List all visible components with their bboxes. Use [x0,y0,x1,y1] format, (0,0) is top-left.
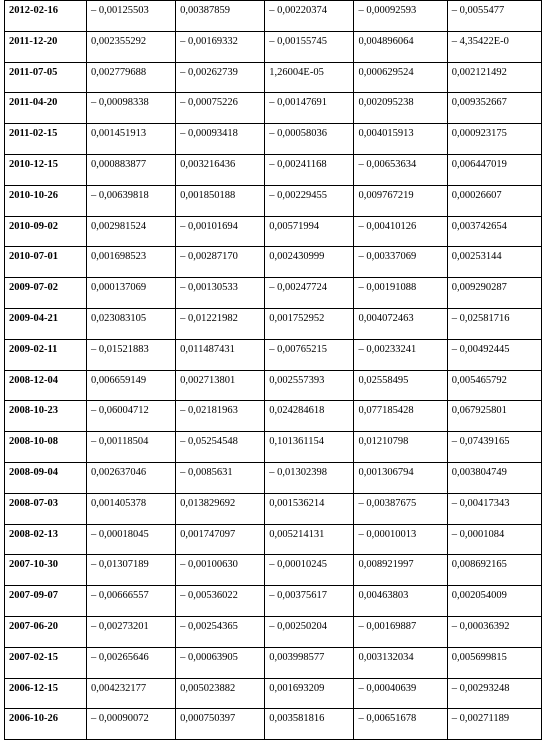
value-cell: – 0,00169332 [176,31,265,62]
table-row [5,586,542,617]
value-cell: – 0,00293248 [447,678,541,709]
table-row [5,124,542,155]
value-cell: – 0,0085631 [176,462,265,493]
date-cell: 2008-07-03 [5,493,87,524]
value-cell: 0,000750397 [176,709,265,740]
value-cell: 0,004232177 [86,678,175,709]
value-cell: 0,002779688 [86,62,175,93]
table-row [5,278,542,309]
date-cell: 2009-07-02 [5,278,87,309]
value-cell: – 0,00191088 [354,278,447,309]
value-cell: – 0,05254548 [176,432,265,463]
data-sheet [4,0,542,740]
table-row [5,401,542,432]
value-cell: – 0,0001084 [447,524,541,555]
value-cell: 0,001693209 [265,678,354,709]
value-cell: – 0,00492445 [447,339,541,370]
value-cell: – 0,00639818 [86,185,175,216]
table-row [5,647,542,678]
value-cell: – 0,00125503 [86,1,175,32]
value-cell: 0,001747097 [176,524,265,555]
date-cell: 2011-04-20 [5,93,87,124]
value-cell: 0,006659149 [86,370,175,401]
table-row [5,247,542,278]
date-cell: 2010-12-15 [5,154,87,185]
table-row [5,370,542,401]
value-cell: – 0,00229455 [265,185,354,216]
date-cell: 2007-09-07 [5,586,87,617]
table-row [5,678,542,709]
value-cell: 0,001306794 [354,462,447,493]
value-cell: – 0,00387675 [354,493,447,524]
date-cell: 2006-10-26 [5,709,87,740]
value-cell: – 0,00254365 [176,616,265,647]
value-cell: – 0,00118504 [86,432,175,463]
value-cell: – 0,00063905 [176,647,265,678]
value-cell: 0,004015913 [354,124,447,155]
value-cell: 0,006447019 [447,154,541,185]
table-row [5,524,542,555]
value-cell: – 0,00098338 [86,93,175,124]
value-cell: – 0,00375617 [265,586,354,617]
value-cell: 0,005699815 [447,647,541,678]
table-row [5,93,542,124]
value-cell: – 0,00273201 [86,616,175,647]
table-row [5,308,542,339]
value-cell: – 0,00101694 [176,216,265,247]
table-row [5,154,542,185]
value-cell: 0,067925801 [447,401,541,432]
value-cell: – 0,00247724 [265,278,354,309]
date-cell: 2008-02-13 [5,524,87,555]
table-row [5,339,542,370]
value-cell: 0,002557393 [265,370,354,401]
value-cell: 0,008921997 [354,555,447,586]
value-cell: – 0,00765215 [265,339,354,370]
value-cell: 0,002637046 [86,462,175,493]
table-row [5,555,542,586]
value-cell: – 0,00233241 [354,339,447,370]
value-cell: – 0,00075226 [176,93,265,124]
value-cell: – 0,00410126 [354,216,447,247]
value-cell: – 0,00265646 [86,647,175,678]
value-cell: 0,002355292 [86,31,175,62]
value-cell: – 0,01221982 [176,308,265,339]
value-cell: – 0,00271189 [447,709,541,740]
value-cell: – 0,00262739 [176,62,265,93]
value-cell: 0,001405378 [86,493,175,524]
table-row [5,493,542,524]
value-cell: 0,002054009 [447,586,541,617]
table-row [5,62,542,93]
value-cell: 0,005214131 [265,524,354,555]
value-cell: – 0,00018045 [86,524,175,555]
value-cell: 0,003742654 [447,216,541,247]
date-cell: 2012-02-16 [5,1,87,32]
date-cell: 2011-12-20 [5,31,87,62]
value-cell: 0,003132034 [354,647,447,678]
date-cell: 2009-04-21 [5,308,87,339]
value-cell: 0,004896064 [354,31,447,62]
value-cell: – 0,00250204 [265,616,354,647]
value-cell: 0,00463803 [354,586,447,617]
value-cell: – 0,00040639 [354,678,447,709]
value-cell: – 0,00010245 [265,555,354,586]
value-cell: – 0,00220374 [265,1,354,32]
value-cell: 0,009767219 [354,185,447,216]
value-cell: – 0,00653634 [354,154,447,185]
value-cell: – 0,00090072 [86,709,175,740]
value-cell: 0,00253144 [447,247,541,278]
value-cell: 0,023083105 [86,308,175,339]
value-cell: – 0,00287170 [176,247,265,278]
value-cell: – 0,02581716 [447,308,541,339]
value-cell: – 0,00093418 [176,124,265,155]
value-cell: 0,000883877 [86,154,175,185]
value-cell: 0,011487431 [176,339,265,370]
value-cell: 0,101361154 [265,432,354,463]
date-cell: 2010-07-01 [5,247,87,278]
value-cell: 0,02558495 [354,370,447,401]
value-cell: – 0,01307189 [86,555,175,586]
value-cell: 0,002981524 [86,216,175,247]
value-cell: 0,001850188 [176,185,265,216]
value-cell: 0,005465792 [447,370,541,401]
value-cell: – 0,00666557 [86,586,175,617]
table-row [5,432,542,463]
value-cell: 0,00026607 [447,185,541,216]
value-cell: 0,000629524 [354,62,447,93]
value-cell: – 0,00155745 [265,31,354,62]
table-row [5,462,542,493]
table-row [5,185,542,216]
value-cell: – 0,00130533 [176,278,265,309]
value-cell: – 0,00092593 [354,1,447,32]
date-cell: 2008-10-23 [5,401,87,432]
value-cell: – 0,00058036 [265,124,354,155]
value-cell: – 0,00010013 [354,524,447,555]
table-row [5,216,542,247]
value-cell: 0,005023882 [176,678,265,709]
date-cell: 2009-02-11 [5,339,87,370]
value-cell: 0,000137069 [86,278,175,309]
value-cell: – 0,01302398 [265,462,354,493]
date-cell: 2007-10-30 [5,555,87,586]
date-cell: 2006-12-15 [5,678,87,709]
value-cell: 0,003998577 [265,647,354,678]
value-cell: – 0,00241168 [265,154,354,185]
date-cell: 2007-06-20 [5,616,87,647]
value-cell: 0,024284618 [265,401,354,432]
table-row [5,31,542,62]
value-cell: 0,077185428 [354,401,447,432]
value-cell: 0,008692165 [447,555,541,586]
value-cell: – 0,00536022 [176,586,265,617]
date-cell: 2010-09-02 [5,216,87,247]
value-cell: 0,001451913 [86,124,175,155]
value-cell: – 4,35422E-0 [447,31,541,62]
value-cell: – 0,00417343 [447,493,541,524]
table-row [5,1,542,32]
returns-table [4,0,542,740]
date-cell: 2010-10-26 [5,185,87,216]
date-cell: 2011-07-05 [5,62,87,93]
value-cell: – 0,0055477 [447,1,541,32]
date-cell: 2008-12-04 [5,370,87,401]
value-cell: 0,003581816 [265,709,354,740]
value-cell: – 0,01521883 [86,339,175,370]
value-cell: 0,009352667 [447,93,541,124]
value-cell: – 0,06004712 [86,401,175,432]
date-cell: 2008-09-04 [5,462,87,493]
value-cell: 0,001698523 [86,247,175,278]
value-cell: 0,001752952 [265,308,354,339]
returns-table-body [5,1,542,740]
value-cell: 0,000923175 [447,124,541,155]
date-cell: 2008-10-08 [5,432,87,463]
value-cell: – 0,00337069 [354,247,447,278]
table-row [5,616,542,647]
value-cell: 0,013829692 [176,493,265,524]
value-cell: – 0,07439165 [447,432,541,463]
value-cell: 0,009290287 [447,278,541,309]
value-cell: 0,003216436 [176,154,265,185]
value-cell: – 0,00651678 [354,709,447,740]
value-cell: 0,003804749 [447,462,541,493]
value-cell: 0,001536214 [265,493,354,524]
value-cell: – 0,00169887 [354,616,447,647]
value-cell: 0,00571994 [265,216,354,247]
value-cell: – 0,00036392 [447,616,541,647]
value-cell: 0,00387859 [176,1,265,32]
date-cell: 2007-02-15 [5,647,87,678]
table-row [5,709,542,740]
value-cell: 1,26004E-05 [265,62,354,93]
value-cell: 0,002121492 [447,62,541,93]
value-cell: 0,01210798 [354,432,447,463]
date-cell: 2011-02-15 [5,124,87,155]
value-cell: – 0,00100630 [176,555,265,586]
value-cell: 0,002713801 [176,370,265,401]
value-cell: 0,002095238 [354,93,447,124]
value-cell: – 0,00147691 [265,93,354,124]
value-cell: – 0,02181963 [176,401,265,432]
value-cell: 0,002430999 [265,247,354,278]
value-cell: 0,004072463 [354,308,447,339]
